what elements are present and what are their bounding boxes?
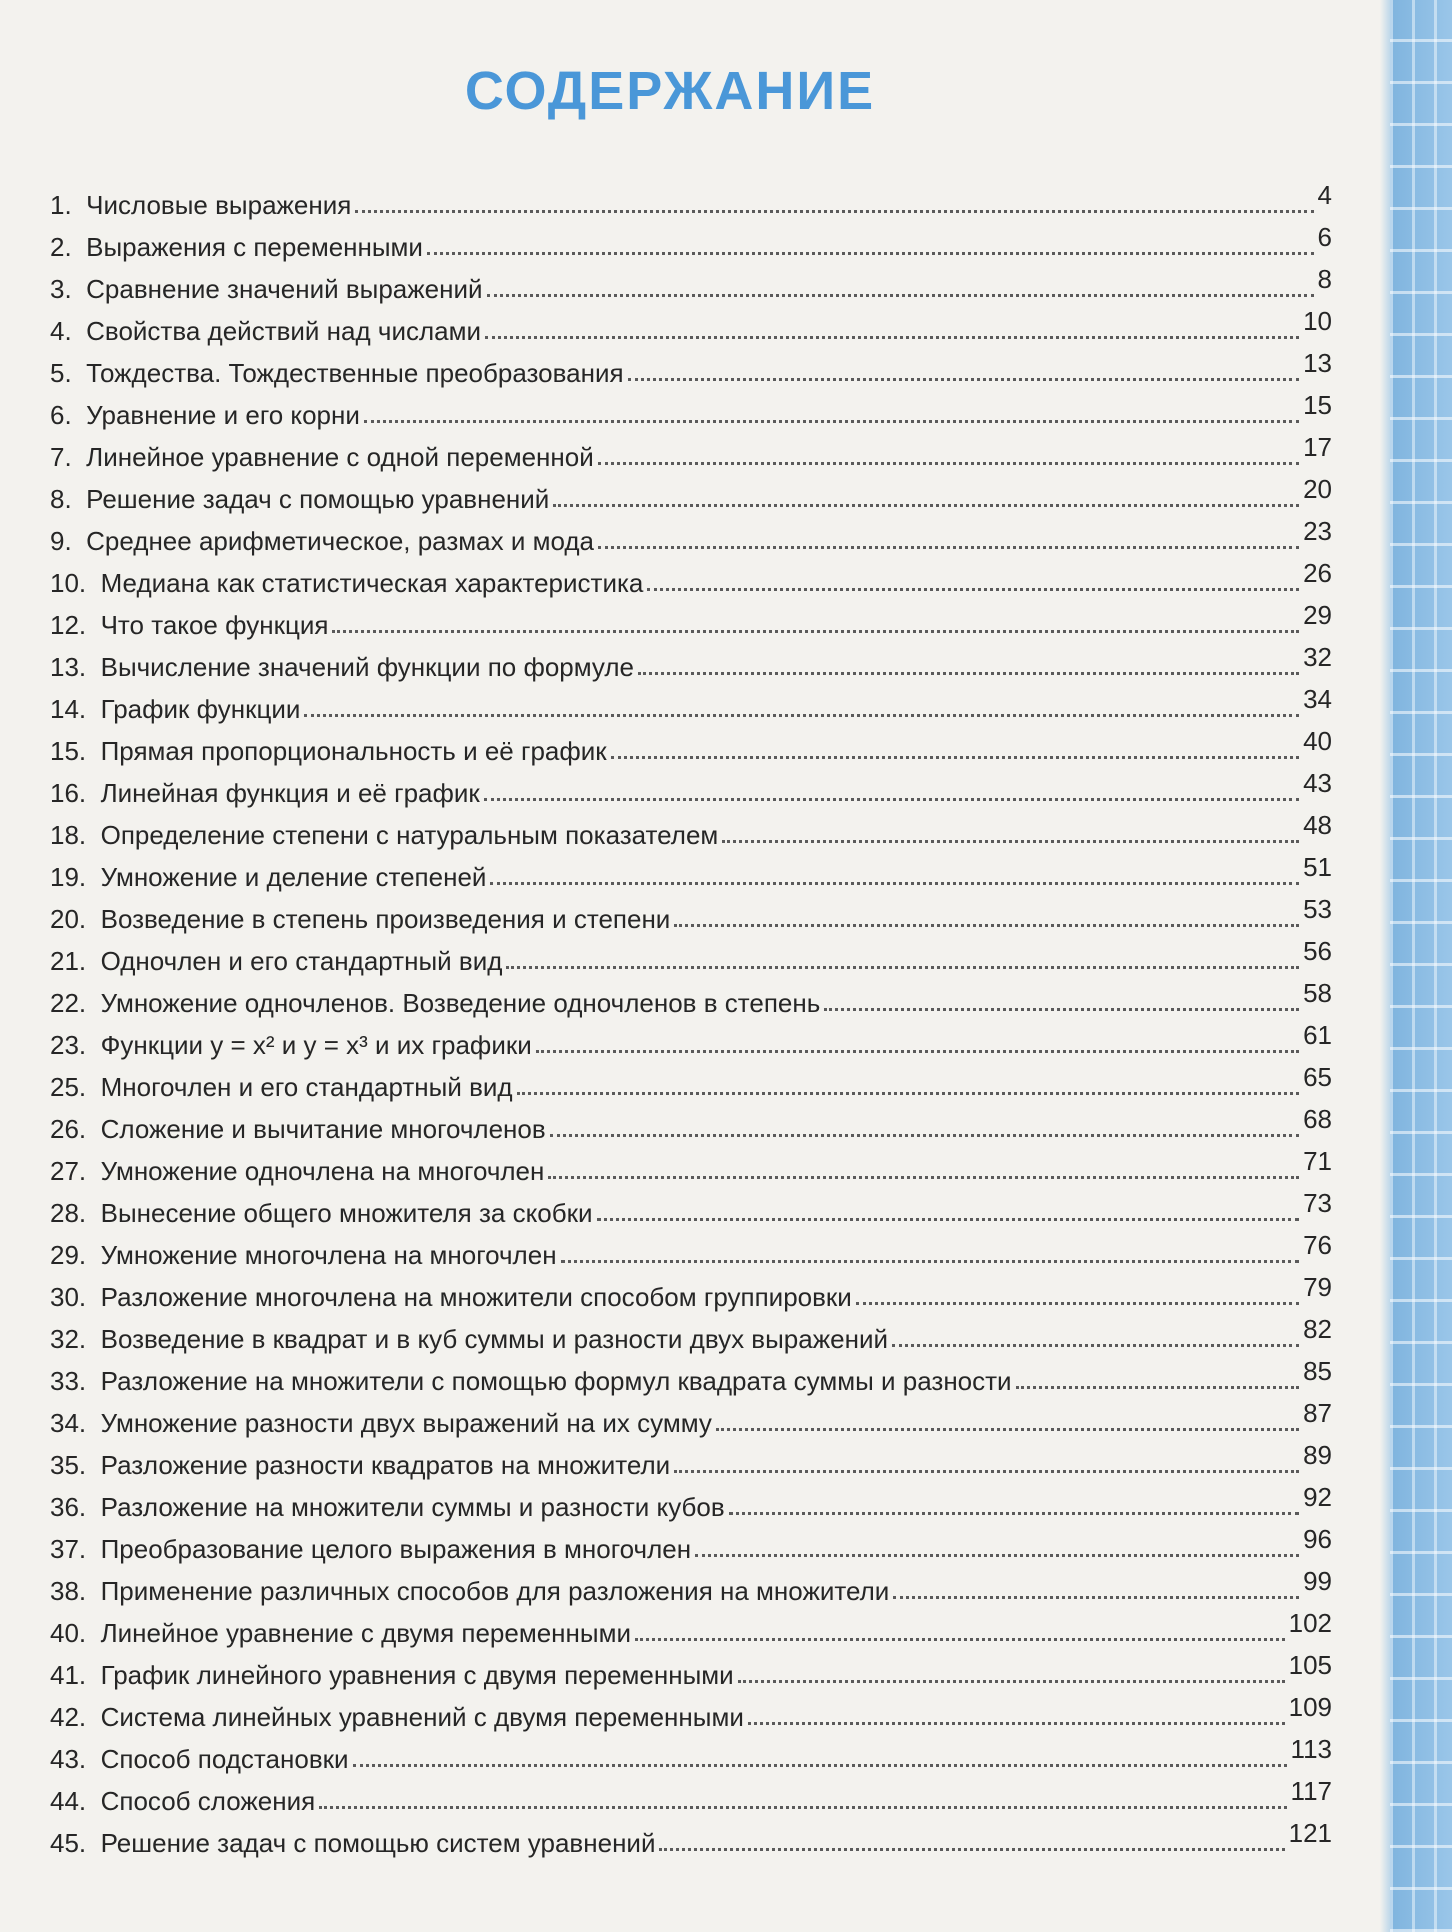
toc-entry-title: Умножение многочлена на многочлен [93, 1240, 557, 1270]
toc-entry-number: 20. [50, 904, 94, 934]
dot-leader [597, 1216, 1300, 1221]
toc-entry-title: Линейное уравнение с двумя переменными [93, 1618, 631, 1648]
toc-entry[interactable] [50, 894, 1332, 934]
toc-entry-page: 73 [1303, 1188, 1332, 1218]
toc-entry-page: 89 [1303, 1440, 1332, 1470]
dot-leader [722, 838, 1299, 843]
toc-entry-title: Разложение разности квадратов на множители [93, 1450, 671, 1480]
toc-entry[interactable] [50, 852, 1332, 892]
toc-entry-page: 92 [1303, 1482, 1332, 1512]
toc-entry-page: 117 [1290, 1776, 1332, 1806]
toc-entry[interactable] [50, 264, 1332, 304]
toc-entry-page: 99 [1303, 1566, 1332, 1596]
toc-entry[interactable] [50, 1146, 1332, 1186]
toc-entry-title: Умножение и деление степеней [93, 862, 487, 892]
toc-entry[interactable] [50, 726, 1332, 766]
decorative-edge-strip [1390, 0, 1452, 1932]
toc-entry-page: 87 [1303, 1398, 1332, 1428]
toc-entry-number: 13. [50, 652, 94, 682]
toc-entry-number: 40. [50, 1618, 94, 1648]
toc-entry-page: 105 [1288, 1650, 1332, 1680]
toc-entry-number: 14. [50, 694, 94, 724]
toc-entry-page: 15 [1303, 390, 1332, 420]
toc-entry-number: 3. [50, 274, 79, 304]
toc-entry[interactable] [50, 1482, 1332, 1522]
toc-entry[interactable] [50, 1398, 1332, 1438]
toc-entry-number: 22. [50, 988, 94, 1018]
toc-entry-page: 26 [1303, 558, 1332, 588]
dot-leader [598, 544, 1299, 549]
toc-entry-title: Возведение в степень произведения и степени [93, 904, 671, 934]
toc-entry-number: 8. [50, 484, 79, 514]
toc-entry-page: 34 [1303, 684, 1332, 714]
dot-leader [674, 922, 1299, 927]
toc-entry-number: 10. [50, 568, 94, 598]
toc-entry-page: 10 [1303, 306, 1332, 336]
toc-entry-page: 13 [1303, 348, 1332, 378]
dot-leader [536, 1048, 1299, 1053]
dot-leader [647, 586, 1299, 591]
dot-leader [506, 964, 1299, 969]
toc-entry-title: Сравнение значений выражений [78, 274, 483, 304]
toc-entry-title: Способ сложения [93, 1786, 316, 1816]
toc-entry-title: Выражения с переменными [78, 232, 423, 262]
toc-entry-number: 7. [50, 442, 79, 472]
toc-entry-number: 38. [50, 1576, 94, 1606]
toc-entry-number: 44. [50, 1786, 94, 1816]
toc-entry-title: Одночлен и его стандартный вид [93, 946, 503, 976]
toc-entry-number: 5. [50, 358, 79, 388]
dot-leader [638, 670, 1299, 675]
dot-leader [628, 376, 1300, 381]
dot-leader [892, 1342, 1299, 1347]
toc-entry-title: Сложение и вычитание многочленов [93, 1114, 546, 1144]
toc-entry-page: 23 [1303, 516, 1332, 546]
toc-entry-title: Преобразование целого выражения в многочлен [93, 1534, 692, 1564]
toc-entry-number: 12. [50, 610, 94, 640]
toc-entry[interactable] [50, 432, 1332, 472]
dot-leader [550, 1132, 1299, 1137]
toc-entry-number: 33. [50, 1366, 94, 1396]
toc-entry-title: Применение различных способов для разложения на множители [93, 1576, 890, 1606]
dot-leader [561, 1258, 1300, 1263]
toc-entry[interactable] [50, 1524, 1332, 1564]
dot-leader [304, 712, 1299, 717]
toc-entry-title: Уравнение и его корни [78, 400, 360, 430]
toc-entry-title: Способ подстановки [93, 1744, 349, 1774]
toc-entry-number: 18. [50, 820, 94, 850]
toc-entry[interactable] [50, 558, 1332, 598]
toc-entry[interactable] [50, 1734, 1332, 1774]
toc-entry-number: 9. [50, 526, 79, 556]
toc-entry-title: Умножение разности двух выражений на их сумму [93, 1408, 712, 1438]
toc-entry-page: 113 [1290, 1734, 1332, 1764]
toc-entry-number: 25. [50, 1072, 94, 1102]
page-title: СОДЕРЖАНИЕ [464, 61, 876, 121]
toc-entry[interactable] [50, 180, 1332, 220]
toc-entry-title: График функции [93, 694, 301, 724]
toc-entry-page: 20 [1303, 474, 1332, 504]
toc-entry[interactable] [50, 1230, 1332, 1270]
toc-entry-title: Медиана как статистическая характеристика [93, 568, 644, 598]
toc-entry-page: 43 [1303, 768, 1332, 798]
toc-entry-title: Умножение одночлена на многочлен [93, 1156, 545, 1186]
toc-entry-page: 56 [1303, 936, 1332, 966]
toc-entry[interactable] [50, 936, 1332, 976]
dot-leader [695, 1552, 1299, 1557]
toc-entry-title: Вычисление значений функции по формуле [93, 652, 634, 682]
dot-leader [355, 208, 1313, 213]
toc-entry-title: Разложение многочлена на множители способом группировки [93, 1282, 852, 1312]
toc-entry[interactable] [50, 1062, 1332, 1102]
toc-entry-number: 35. [50, 1450, 94, 1480]
dot-leader [517, 1090, 1299, 1095]
toc-entry[interactable] [50, 642, 1332, 682]
toc-entry-page: 65 [1303, 1062, 1332, 1092]
toc-entry-page: 51 [1303, 852, 1332, 882]
toc-entry[interactable] [50, 1692, 1332, 1732]
toc-entry-page: 48 [1303, 810, 1332, 840]
toc-entry[interactable] [50, 1188, 1332, 1228]
toc-entry[interactable] [50, 348, 1332, 388]
dot-leader [319, 1804, 1286, 1809]
dot-leader [856, 1300, 1299, 1305]
toc-entry-number: 41. [50, 1660, 94, 1690]
toc-entry-title: Прямая пропорциональность и её график [93, 736, 607, 766]
toc-entry-title: Линейное уравнение с одной переменной [78, 442, 594, 472]
toc-entry[interactable] [50, 978, 1332, 1018]
dot-leader [353, 1762, 1287, 1767]
toc-entry-page: 79 [1303, 1272, 1332, 1302]
toc-entry-title: Определение степени с натуральным показателем [93, 820, 719, 850]
toc-entry-page: 6 [1317, 222, 1332, 252]
toc-entry-title: Умножение одночленов. Возведение одночленов в степень [93, 988, 821, 1018]
toc-entry-title: Числовые выражения [78, 190, 352, 220]
dot-leader [716, 1426, 1299, 1431]
toc-entry-number: 15. [50, 736, 94, 766]
dot-leader [1016, 1384, 1300, 1389]
dot-leader [635, 1636, 1285, 1641]
toc-entry-page: 76 [1303, 1230, 1332, 1260]
toc-entry-number: 23. [50, 1030, 94, 1060]
toc-entry-number: 6. [50, 400, 79, 430]
toc-entry-number: 29. [50, 1240, 94, 1270]
dot-leader [738, 1678, 1285, 1683]
dot-leader [427, 250, 1314, 255]
toc-entry-title: Разложение на множители с помощью формул квадрата суммы и разности [93, 1366, 1012, 1396]
toc-entry[interactable] [50, 516, 1332, 556]
toc-entry-title: Система линейных уравнений с двумя переменными [93, 1702, 744, 1732]
dot-leader [490, 880, 1299, 885]
toc-entry-title: График линейного уравнения с двумя переменными [93, 1660, 734, 1690]
dot-leader [611, 754, 1299, 759]
toc-entry-number: 1. [50, 190, 79, 220]
dot-leader [485, 334, 1299, 339]
toc-entry[interactable] [50, 1272, 1332, 1312]
toc-entry[interactable] [50, 1566, 1332, 1606]
dot-leader [553, 502, 1299, 507]
toc-entry-number: 27. [50, 1156, 94, 1186]
toc-entry[interactable] [50, 390, 1332, 430]
toc-entry-title: Тождества. Тождественные преобразования [78, 358, 624, 388]
toc-entry-title: Функции y = x² и y = x³ и их графики [93, 1030, 532, 1060]
toc-entry[interactable] [50, 222, 1332, 262]
toc-entry[interactable] [50, 306, 1332, 346]
toc-entry-page: 96 [1303, 1524, 1332, 1554]
toc-entry[interactable] [50, 1314, 1332, 1354]
toc-entry[interactable] [50, 1608, 1332, 1648]
toc-entry[interactable] [50, 1440, 1332, 1480]
toc-entry-number: 28. [50, 1198, 94, 1228]
toc-entry-number: 21. [50, 946, 94, 976]
toc-entry-title: Решение задач с помощью уравнений [78, 484, 550, 514]
dot-leader [748, 1720, 1285, 1725]
toc-entry-page: 102 [1288, 1608, 1332, 1638]
toc-entry[interactable] [50, 1818, 1332, 1858]
toc-entry-title: Что такое функция [93, 610, 329, 640]
toc-entry[interactable] [50, 768, 1332, 808]
dot-leader [332, 628, 1299, 633]
toc-entry[interactable] [50, 1020, 1332, 1060]
toc-entry-page: 8 [1317, 264, 1332, 294]
dot-leader [364, 418, 1299, 423]
toc-entry-number: 32. [50, 1324, 94, 1354]
toc-entry-number: 26. [50, 1114, 94, 1144]
toc-entry-page: 68 [1303, 1104, 1332, 1134]
toc-entry-number: 37. [50, 1534, 94, 1564]
toc-entry-title: Многочлен и его стандартный вид [93, 1072, 513, 1102]
toc-entry-number: 2. [50, 232, 79, 262]
toc-entry-page: 121 [1288, 1818, 1332, 1848]
toc-entry[interactable] [50, 810, 1332, 850]
toc-entry-page: 71 [1303, 1146, 1332, 1176]
toc-entry[interactable] [50, 474, 1332, 514]
toc-entry[interactable] [50, 600, 1332, 640]
toc-entry-number: 4. [50, 316, 79, 346]
toc-entry[interactable] [50, 1776, 1332, 1816]
toc-entry-page: 4 [1317, 180, 1332, 210]
toc-entry-title: Вынесение общего множителя за скобки [93, 1198, 593, 1228]
toc-entry[interactable] [50, 1356, 1332, 1396]
toc-entry-page: 17 [1303, 432, 1332, 462]
dot-leader [659, 1846, 1284, 1851]
toc-entry-page: 40 [1303, 726, 1332, 756]
toc-entry-page: 61 [1303, 1020, 1332, 1050]
toc-entry-title: Среднее арифметическое, размах и мода [78, 526, 594, 556]
toc-entry-page: 85 [1303, 1356, 1332, 1386]
dot-leader [548, 1174, 1299, 1179]
toc-entry-title: Свойства действий над числами [78, 316, 481, 346]
toc-entry-number: 19. [50, 862, 94, 892]
toc-entry-number: 34. [50, 1408, 94, 1438]
toc-entry-number: 45. [50, 1828, 94, 1858]
page-edge-shadow [1380, 0, 1390, 1932]
toc-entry[interactable] [50, 684, 1332, 724]
dot-leader [893, 1594, 1299, 1599]
toc-entry-page: 29 [1303, 600, 1332, 630]
toc-entry-number: 36. [50, 1492, 94, 1522]
toc-entry-title: Разложение на множители суммы и разности кубов [93, 1492, 725, 1522]
toc-entry-page: 53 [1303, 894, 1332, 924]
toc-entry-number: 30. [50, 1282, 94, 1312]
toc-entry[interactable] [50, 1104, 1332, 1144]
toc-entry[interactable] [50, 1650, 1332, 1690]
toc-entry-title: Решение задач с помощью систем уравнений [93, 1828, 656, 1858]
toc-entry-page: 82 [1303, 1314, 1332, 1344]
dot-leader [484, 796, 1299, 801]
toc-entry-number: 43. [50, 1744, 94, 1774]
toc-entry-title: Линейная функция и её график [93, 778, 480, 808]
toc-entry-number: 42. [50, 1702, 94, 1732]
toc-entry-number: 16. [50, 778, 94, 808]
dot-leader [674, 1468, 1299, 1473]
dot-leader [598, 460, 1299, 465]
dot-leader [824, 1006, 1299, 1011]
dot-leader [487, 292, 1314, 297]
toc-entry-title: Возведение в квадрат и в куб суммы и разности двух выражений [93, 1324, 888, 1354]
toc-entry-page: 58 [1303, 978, 1332, 1008]
toc-entry-page: 109 [1288, 1692, 1332, 1722]
toc-entry-page: 32 [1303, 642, 1332, 672]
dot-leader [729, 1510, 1299, 1515]
